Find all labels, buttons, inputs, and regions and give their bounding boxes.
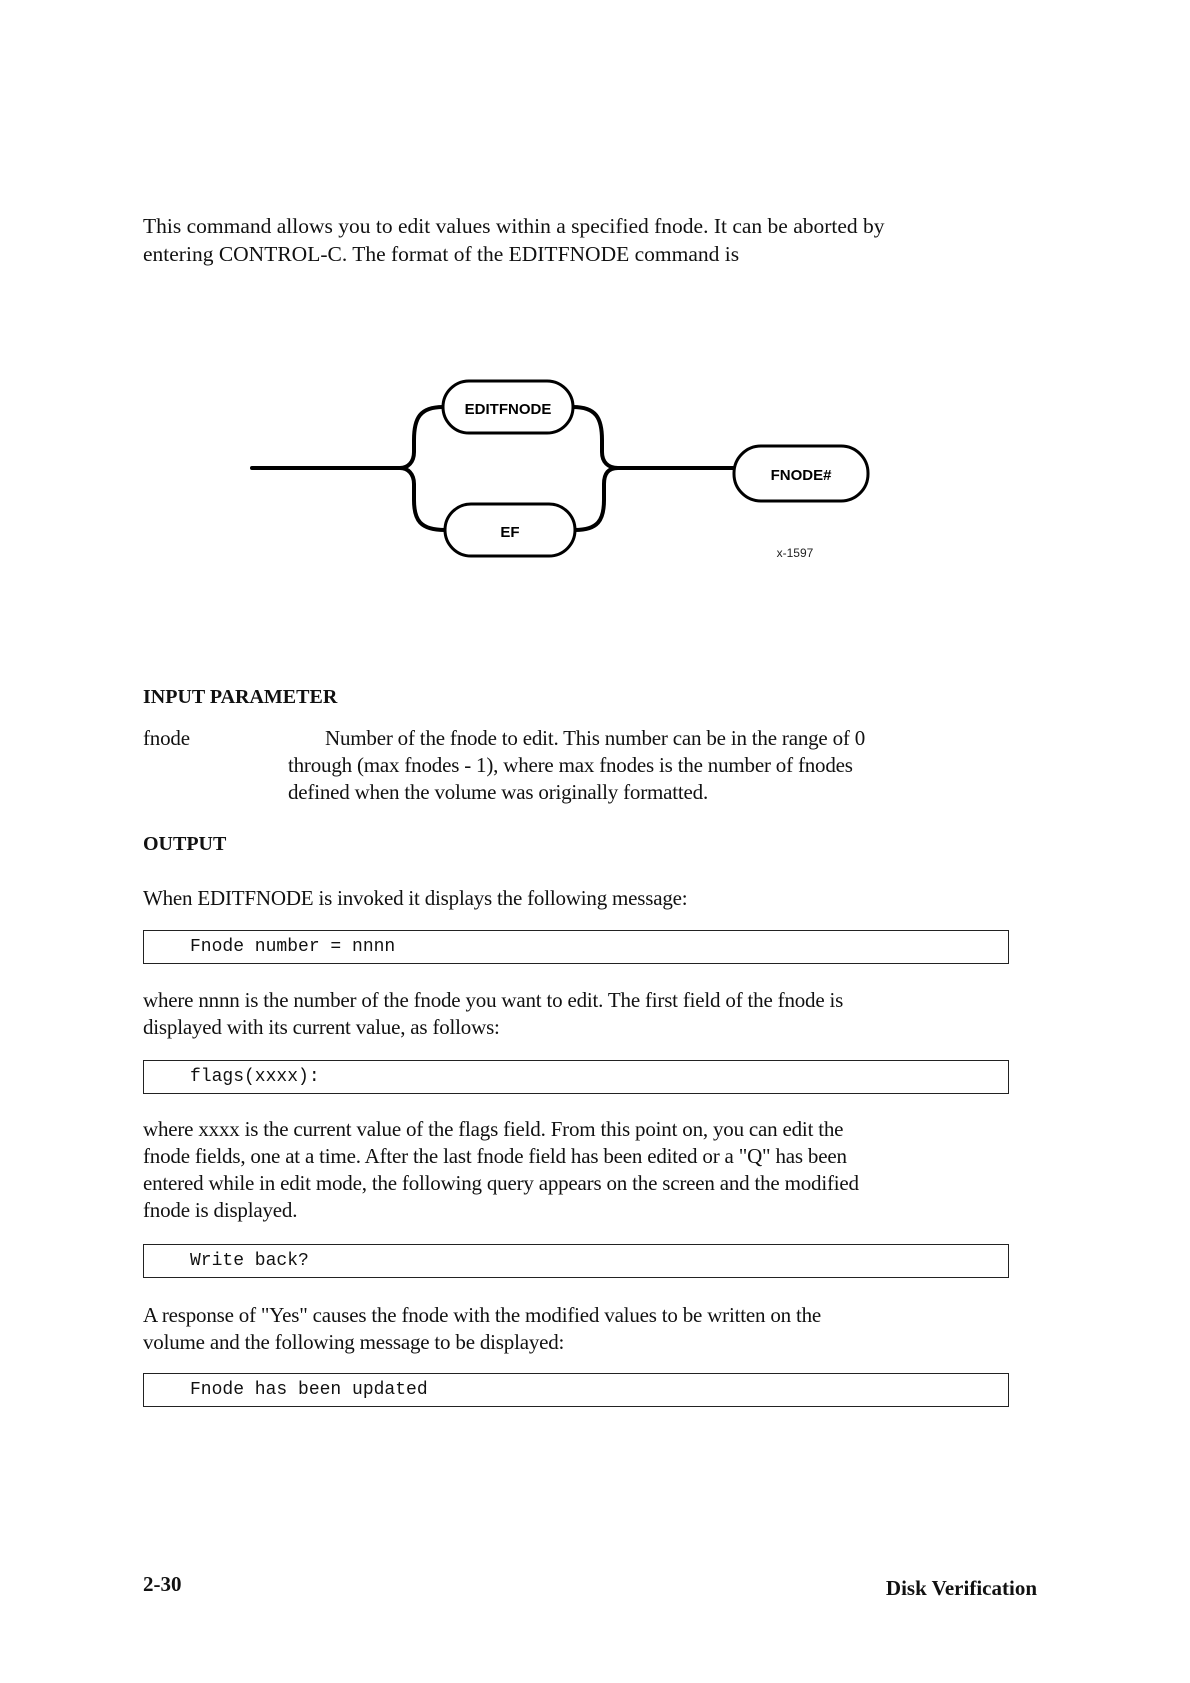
output-paragraph-2	[143, 987, 1043, 1041]
message-box-write-back	[143, 1244, 1009, 1278]
message-box-flags	[143, 1060, 1009, 1094]
intro-line-1: This command allows you to edit values within a specified fnode. It can be aborted by	[143, 214, 885, 238]
p3-line-1: where xxxx is the current value of the flags field. From this point on, you can edit the	[143, 1117, 844, 1141]
message-text: Fnode has been updated	[190, 1380, 428, 1400]
input-parameter-heading: INPUT PARAMETER	[143, 686, 338, 708]
p4-line-2: volume and the following message to be displayed:	[143, 1330, 565, 1354]
param-desc-line-1: Number of the fnode to edit. This number can be in the range of 0	[325, 726, 866, 750]
param-desc-line-3: defined when the volume was originally formatted.	[288, 780, 708, 804]
message-box-fnode-number	[143, 930, 1009, 964]
output-paragraph-4	[143, 1302, 1043, 1356]
message-text: Write back?	[190, 1251, 309, 1271]
syntax-diagram	[0, 0, 1190, 620]
p2-line-1: where nnnn is the number of the fnode you want to edit. The first field of the fnode is	[143, 988, 844, 1012]
p3-line-3: entered while in edit mode, the following query appears on the screen and the modified	[143, 1171, 859, 1195]
section-title: Disk Verification	[885, 1576, 1037, 1600]
option-ef: EF	[500, 524, 520, 541]
p4-line-1: A response of "Yes" causes the fnode with the modified values to be written on the	[143, 1303, 822, 1327]
param-name-fnode: fnode	[143, 726, 190, 750]
p3-line-4: fnode is displayed.	[143, 1198, 298, 1222]
p2-line-2: displayed with its current value, as follows:	[143, 1015, 500, 1039]
message-text: flags(xxxx):	[190, 1067, 320, 1087]
output-heading: OUTPUT	[143, 833, 227, 855]
param-description-fnode	[288, 725, 1008, 806]
argument-fnode-num: FNODE#	[770, 467, 832, 484]
right-brace	[573, 407, 618, 530]
message-box-fnode-updated	[143, 1373, 1009, 1407]
left-brace	[400, 407, 445, 530]
option-editfnode: EDITFNODE	[464, 401, 552, 418]
output-paragraph-3	[143, 1116, 1043, 1224]
p3-line-2: fnode fields, one at a time. After the last fnode field has been edited or a "Q" has been	[143, 1144, 847, 1168]
message-text: Fnode number = nnnn	[190, 937, 396, 957]
output-paragraph-1: When EDITFNODE is invoked it displays the following message:	[143, 886, 688, 910]
param-desc-line-2: through (max fnodes - 1), where max fnodes is the number of fnodes	[288, 753, 853, 777]
page-number: 2-30	[143, 1572, 182, 1596]
intro-line-2: entering CONTROL-C. The format of the EDITFNODE command is	[143, 242, 740, 266]
figure-id: x-1597	[776, 546, 814, 560]
